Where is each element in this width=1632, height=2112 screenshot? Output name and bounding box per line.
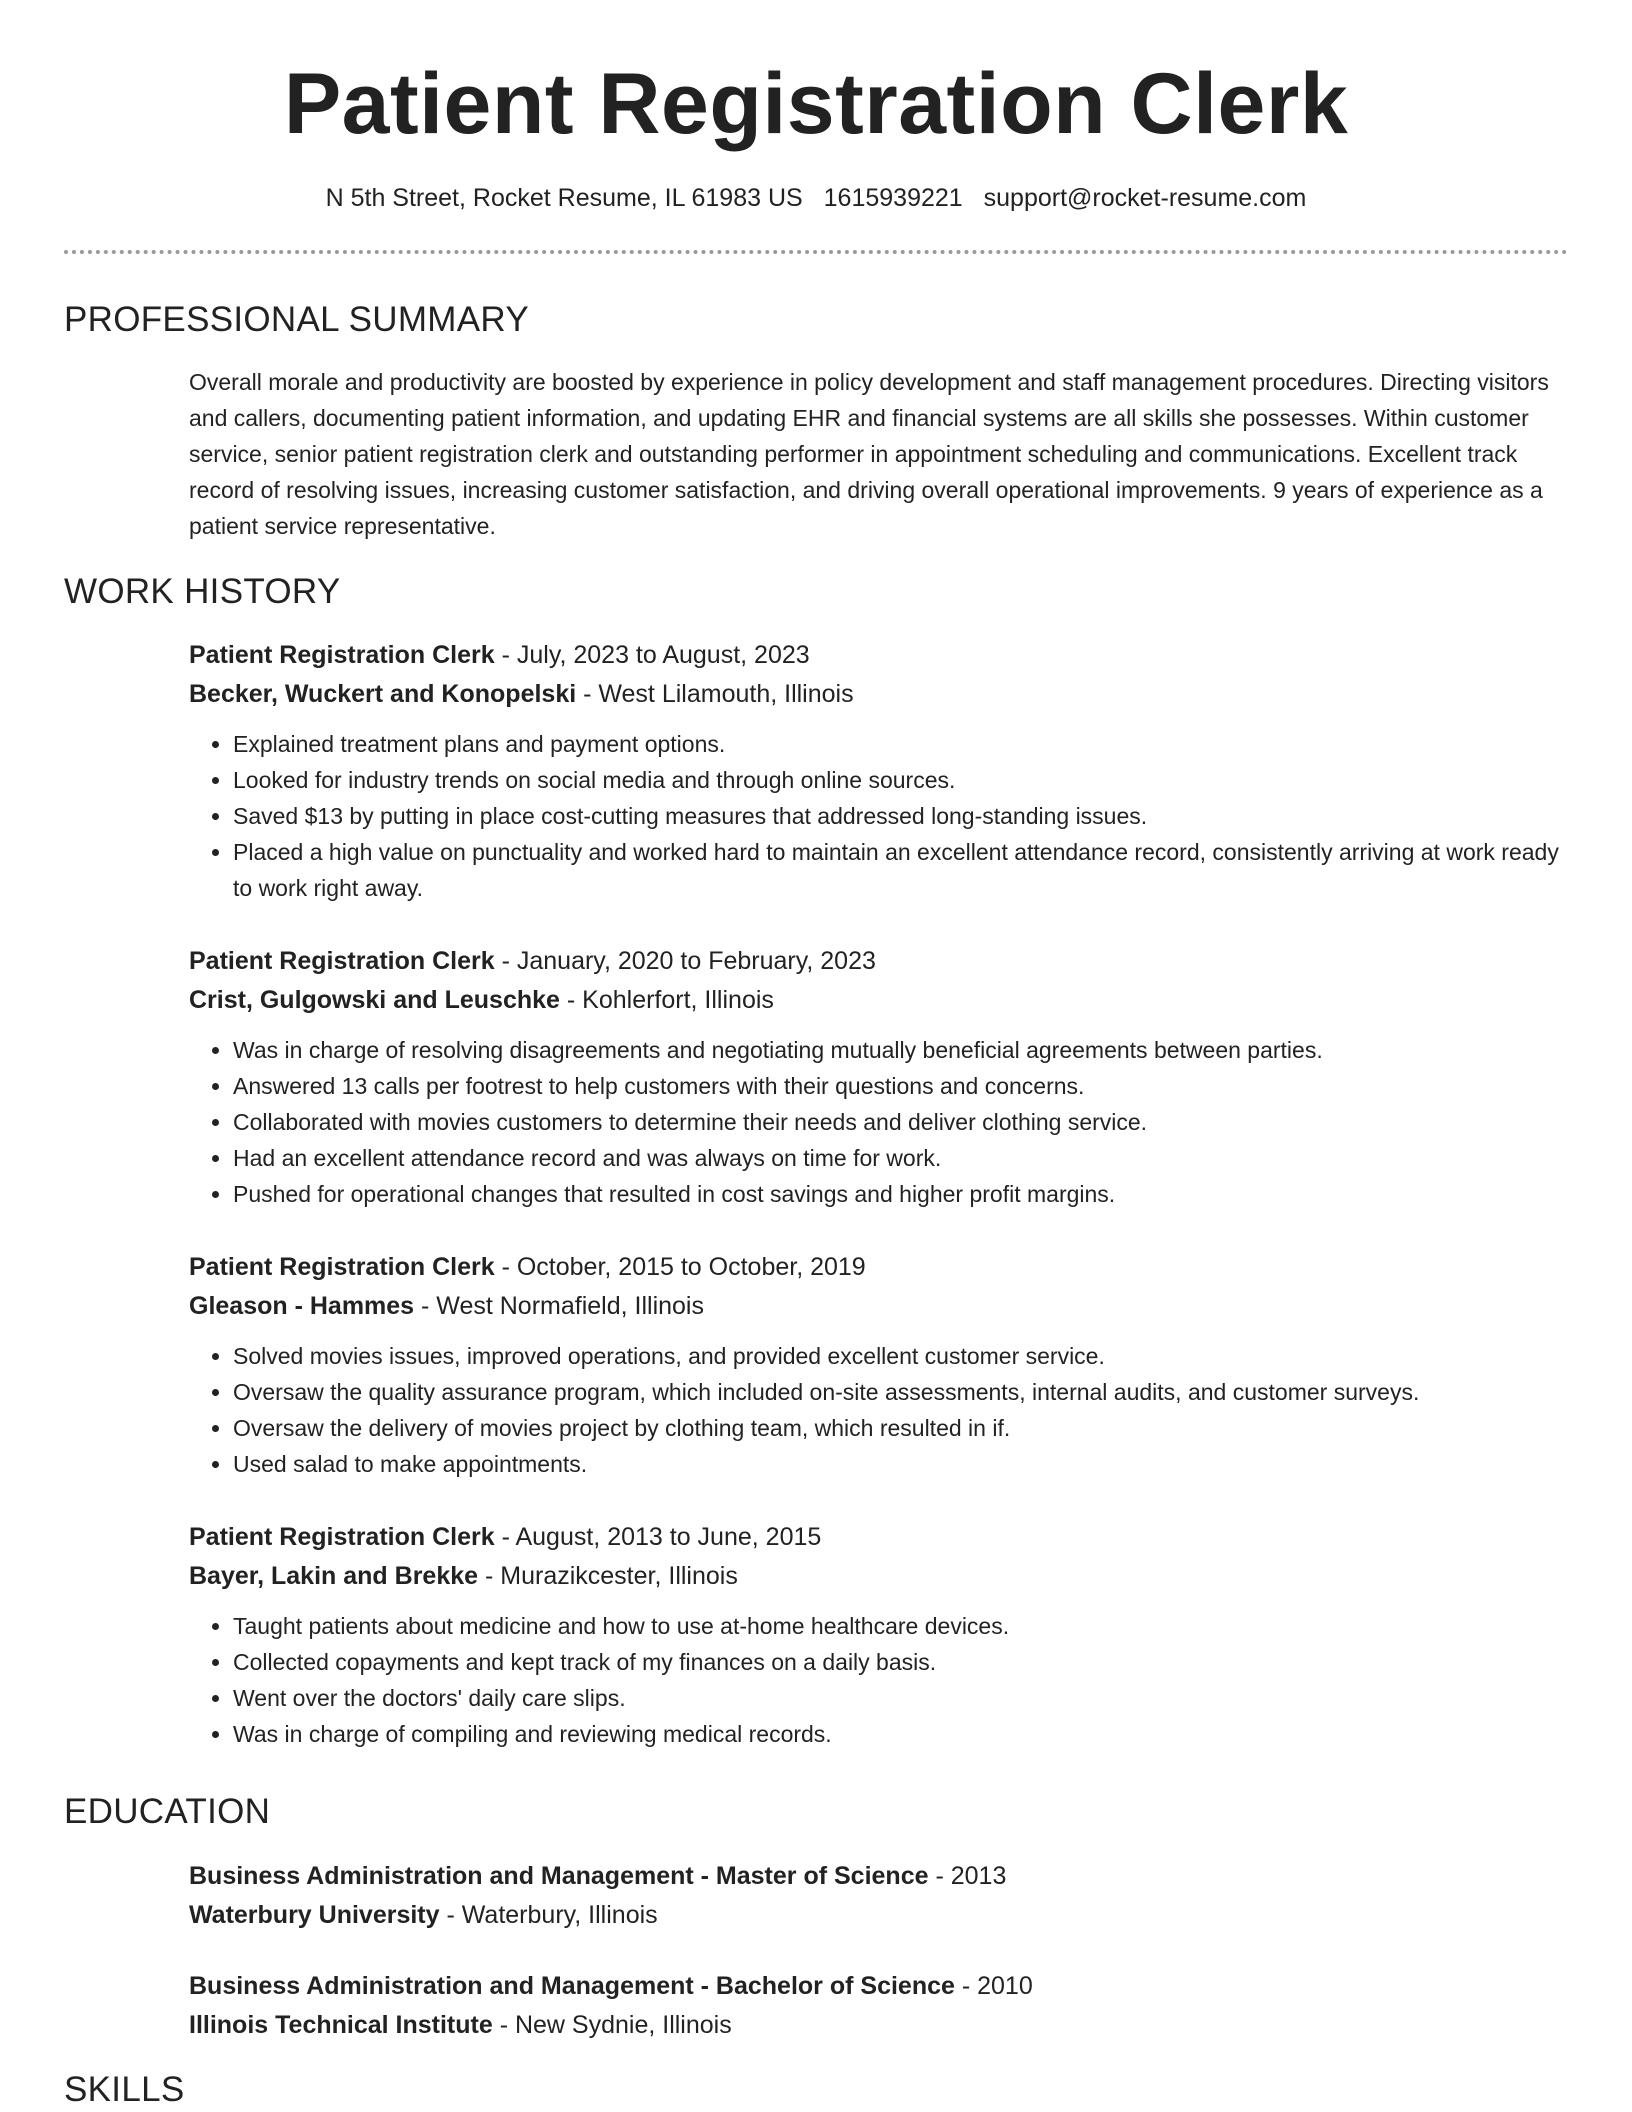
job-bullet: • Collected copayments and kept track of my finances on a daily basis. xyxy=(233,1644,1559,1680)
contact-email[interactable]: support@rocket-resume.com xyxy=(983,184,1307,212)
education-degree: Business Administration and Management - Bachelor of Science xyxy=(189,1972,955,2000)
job-role: Patient Registration Clerk xyxy=(189,1253,495,1281)
education-location: - New Sydnie, Illinois xyxy=(492,2011,732,2039)
job-company: Becker, Wuckert and Konopelski xyxy=(189,680,577,708)
contact-phone: 1615939221 xyxy=(823,184,963,212)
job-dates: - July, 2023 to August, 2023 xyxy=(494,641,810,669)
job-bullets xyxy=(189,1032,1559,1212)
job-title-line xyxy=(189,1248,1559,1287)
education-school-line xyxy=(189,2006,1559,2045)
contact-line xyxy=(0,181,1632,215)
job-bullet: • Pushed for operational changes that resulted in cost savings and higher profit margins. xyxy=(233,1176,1559,1212)
job-company-line xyxy=(189,981,1559,1020)
education-school: Illinois Technical Institute xyxy=(189,2011,493,2039)
job-role: Patient Registration Clerk xyxy=(189,947,495,975)
job-title-line xyxy=(189,1518,1559,1557)
job-dates: - October, 2015 to October, 2019 xyxy=(494,1253,866,1281)
job-location: - West Lilamouth, Illinois xyxy=(576,680,854,708)
job-company-line xyxy=(189,1287,1559,1326)
job-entry xyxy=(189,1248,1559,1482)
job-bullet: • Had an excellent attendance record and was always on time for work. xyxy=(233,1140,1559,1176)
job-bullet: • Answered 13 calls per footrest to help customers with their questions and concerns. xyxy=(233,1068,1559,1104)
job-bullet: • Oversaw the quality assurance program, which included on-site assessments, internal audits, and customer surveys. xyxy=(233,1374,1559,1410)
job-bullets xyxy=(189,726,1559,906)
job-bullets xyxy=(189,1338,1559,1482)
job-bullet: • Was in charge of compiling and reviewing medical records. xyxy=(233,1716,1559,1752)
job-location: - Murazikcester, Illinois xyxy=(478,1562,738,1590)
job-bullet: • Placed a high value on punctuality and worked hard to maintain an excellent attendance record, consistently arriving at work ready to work right away. xyxy=(233,834,1559,906)
job-entry xyxy=(189,1518,1559,1752)
education-location: - Waterbury, Illinois xyxy=(439,1901,658,1929)
job-company: Bayer, Lakin and Brekke xyxy=(189,1562,479,1590)
job-entry xyxy=(189,636,1559,906)
skills-heading: SKILLS xyxy=(64,2070,185,2109)
job-location: - West Normafield, Illinois xyxy=(414,1292,704,1320)
job-bullet: • Saved $13 by putting in place cost-cutting measures that addressed long-standing issues. xyxy=(233,798,1559,834)
job-title-line xyxy=(189,942,1559,981)
job-title-line xyxy=(189,636,1559,675)
education-school: Waterbury University xyxy=(189,1901,440,1929)
education-degree-line xyxy=(189,1967,1559,2006)
header-divider xyxy=(64,250,1568,254)
job-bullet: • Looked for industry trends on social media and through online sources. xyxy=(233,762,1559,798)
job-bullet: • Went over the doctors' daily care slips. xyxy=(233,1680,1559,1716)
job-company: Crist, Gulgowski and Leuschke xyxy=(189,986,560,1014)
job-role: Patient Registration Clerk xyxy=(189,641,495,669)
job-bullet: • Solved movies issues, improved operations, and provided excellent customer service. xyxy=(233,1338,1559,1374)
job-bullet: • Used salad to make appointments. xyxy=(233,1446,1559,1482)
education-degree-line xyxy=(189,1857,1559,1896)
summary-block xyxy=(189,364,1559,544)
job-role: Patient Registration Clerk xyxy=(189,1523,495,1551)
job-company-line xyxy=(189,1557,1559,1596)
job-bullet: • Explained treatment plans and payment options. xyxy=(233,726,1559,762)
job-bullet: • Was in charge of resolving disagreements and negotiating mutually beneficial agreements between parties. xyxy=(233,1032,1559,1068)
education-school-line xyxy=(189,1896,1559,1935)
job-bullet: • Oversaw the delivery of movies project by clothing team, which resulted in if. xyxy=(233,1410,1559,1446)
education-entry xyxy=(189,1967,1559,2045)
education-year: - 2010 xyxy=(954,1972,1033,2000)
education-entry xyxy=(189,1857,1559,1935)
summary-text: Overall morale and productivity are boosted by experience in policy development and staff management procedures. Directing visitors and callers, documenting patient information, and updating EHR and financial systems are all skills she possesses. Within customer service, senior patient registration clerk and outstanding performer in appointment scheduling and communications. Excellent track record of resolving issues, increasing customer satisfaction, and driving overall operational improvements. 9 years of experience as a patient service representative. xyxy=(189,369,1549,539)
education-heading: EDUCATION xyxy=(64,1792,271,1831)
summary-heading: PROFESSIONAL SUMMARY xyxy=(64,300,529,339)
job-dates: - August, 2013 to June, 2015 xyxy=(494,1523,822,1551)
education-degree: Business Administration and Management - Master of Science xyxy=(189,1862,929,1890)
job-dates: - January, 2020 to February, 2023 xyxy=(494,947,876,975)
job-bullet: • Taught patients about medicine and how to use at-home healthcare devices. xyxy=(233,1608,1559,1644)
contact-address: N 5th Street, Rocket Resume, IL 61983 US xyxy=(325,184,803,212)
work-history-heading: WORK HISTORY xyxy=(64,572,341,611)
education-year: - 2013 xyxy=(928,1862,1007,1890)
job-company: Gleason - Hammes xyxy=(189,1292,415,1320)
resume-name: Patient Registration Clerk xyxy=(283,56,1349,152)
job-bullet: • Collaborated with movies customers to determine their needs and deliver clothing service. xyxy=(233,1104,1559,1140)
job-entry xyxy=(189,942,1559,1212)
job-location: - Kohlerfort, Illinois xyxy=(559,986,774,1014)
job-company-line xyxy=(189,675,1559,714)
job-bullets xyxy=(189,1608,1559,1752)
